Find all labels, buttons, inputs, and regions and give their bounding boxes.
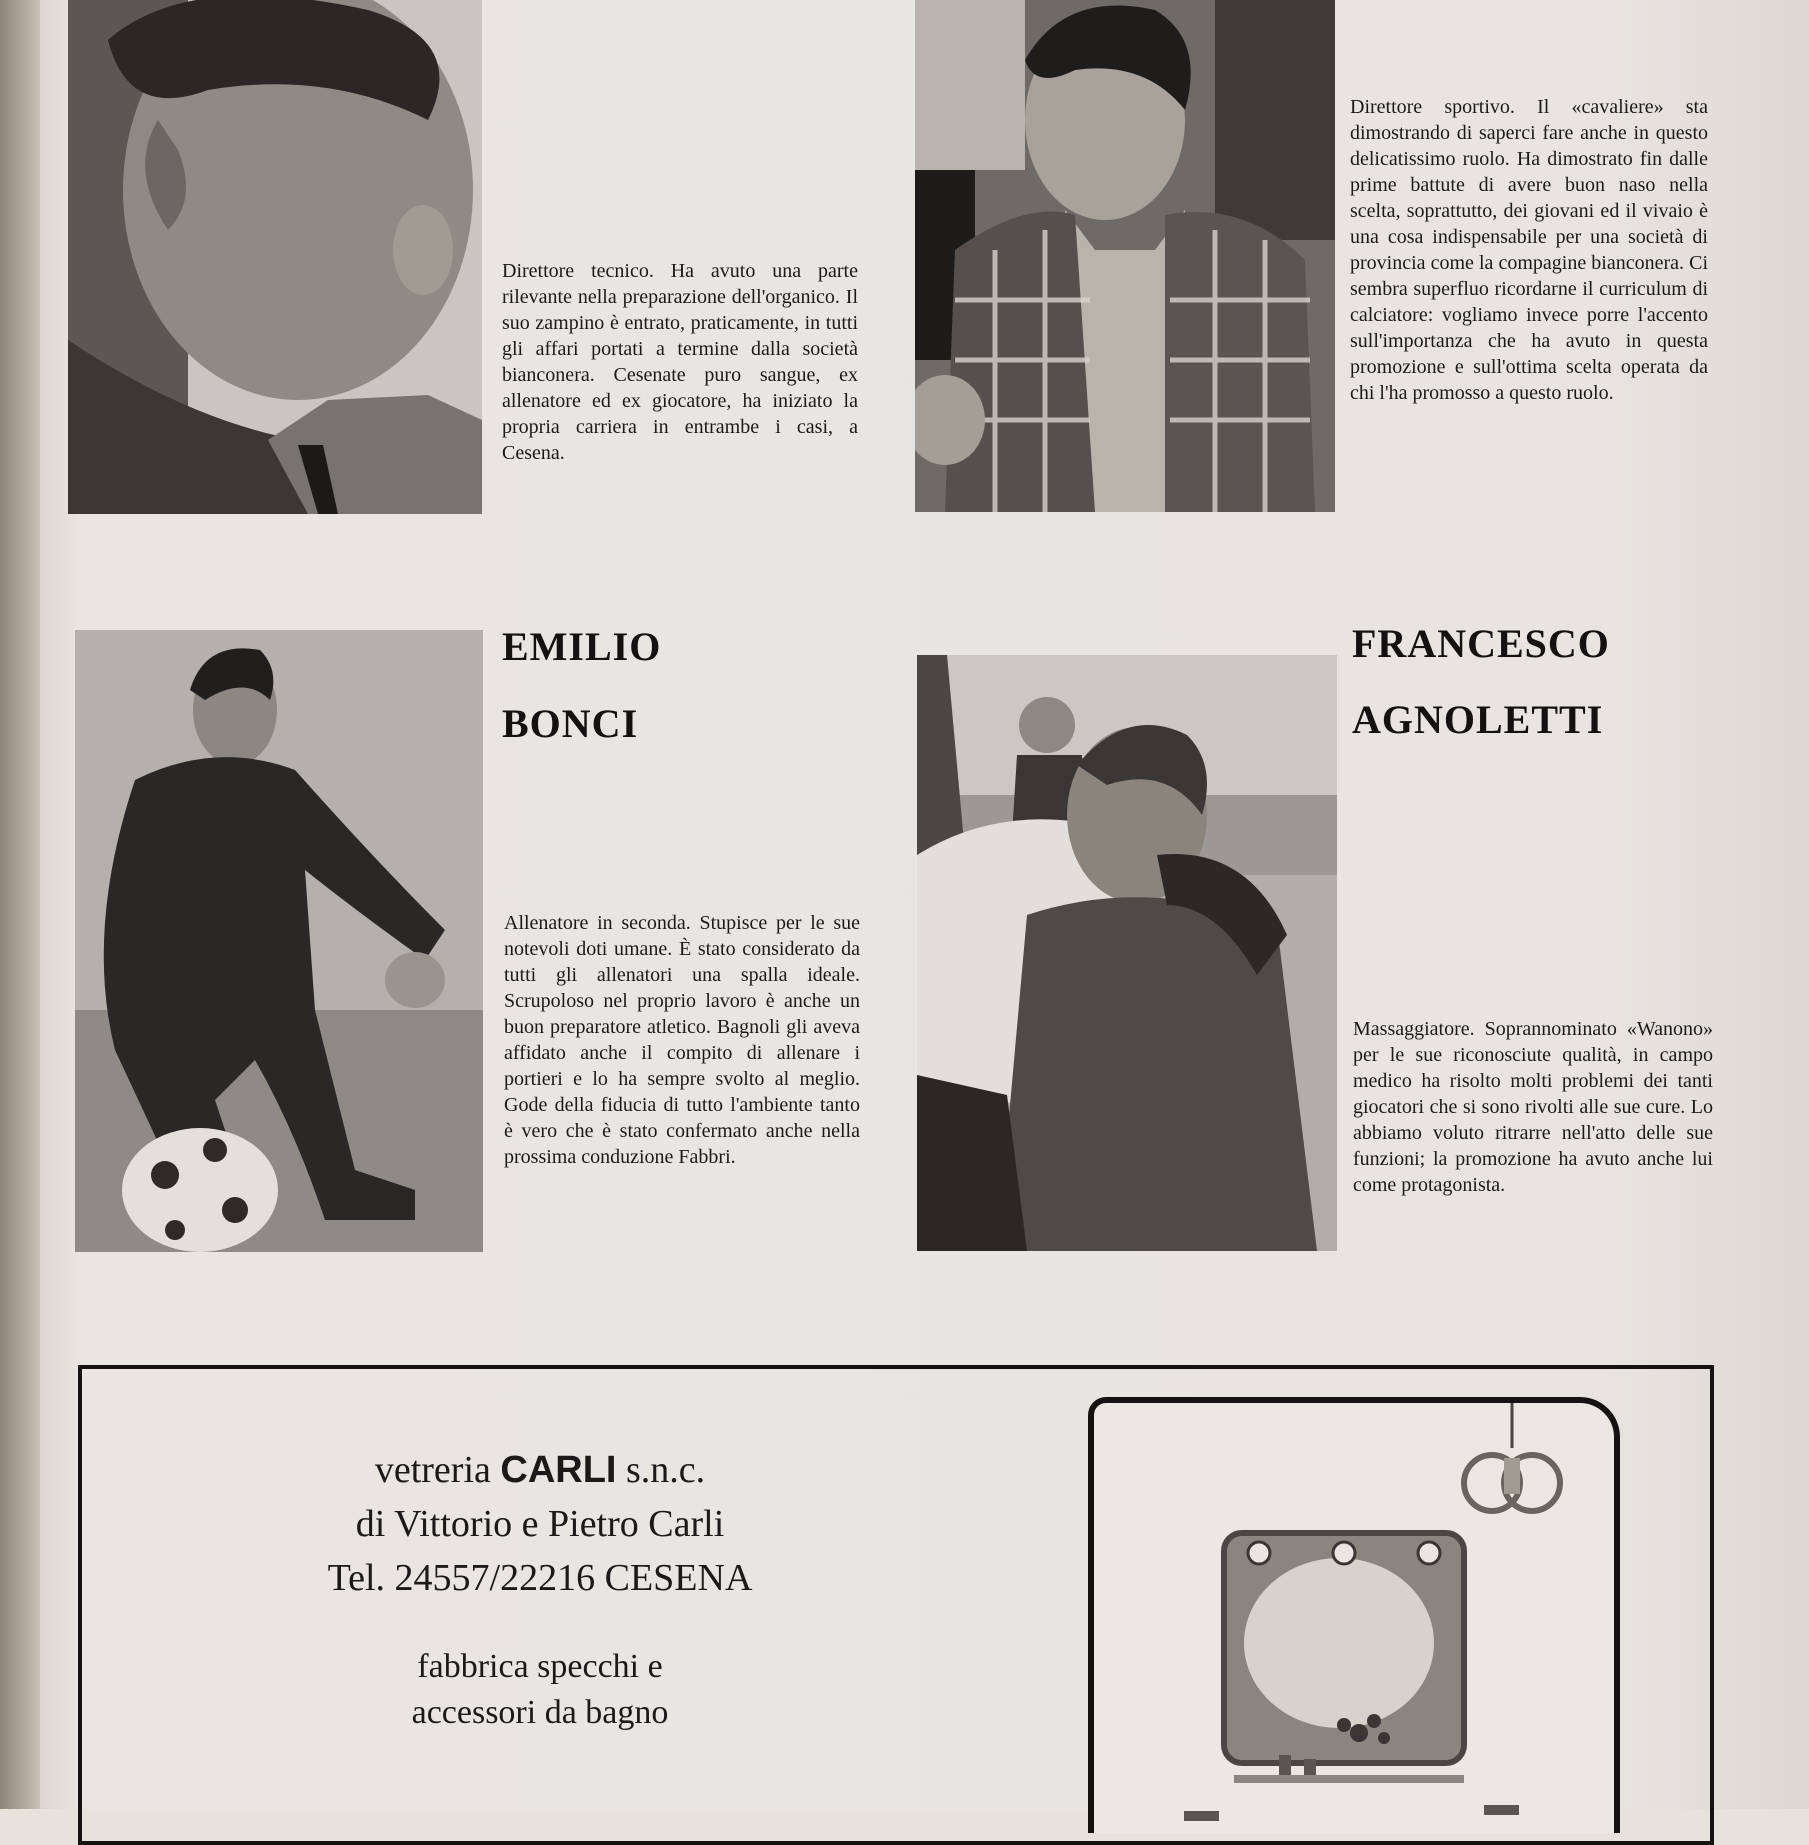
profile-name-3-line1: EMILIO bbox=[502, 624, 662, 669]
ad-illustration-frame bbox=[1088, 1397, 1620, 1833]
profile-photo-1 bbox=[68, 0, 482, 514]
profile-text-1: Direttore tecnico. Ha avuto una parte rilevante nella preparazione dell'organico. Il suo zampino è entrato, praticamente, in tutti gli affari portati a termine dalla società bianconera. Cesenate puro sangue, ex allenatore ed ex giocatore, ha iniziato la propria carriera in entrambe i casi, a Cesena. bbox=[502, 260, 858, 464]
ad-product-line-1: fabbrica specchi e bbox=[417, 1648, 663, 1685]
ad-phone-line: Tel. 24557/22216 CESENA bbox=[327, 1557, 753, 1599]
ad-brand-name: CARLI bbox=[500, 1449, 617, 1491]
profile-photo-3 bbox=[75, 630, 483, 1252]
ad-product-line-2: accessori da bagno bbox=[411, 1694, 669, 1731]
ad-company-line bbox=[180, 1448, 900, 1492]
profile-name-3-line2: BONCI bbox=[502, 701, 639, 746]
profile-name-4-line1: FRANCESCO bbox=[1352, 621, 1610, 666]
page-binding-shadow bbox=[0, 0, 40, 1809]
photo-coach-on-ball bbox=[75, 630, 483, 1252]
profile-text-4: Massaggiatore. Soprannominato «Wanono» per le sue riconosciute qualità, in campo medico ha risolto molti problemi dei tanti giocatori che si sono rivolti alle sue cure. Lo abbiamo voluto ritrarre nell'atto delle sue funzioni; la promozione ha avuto anche lui come protagonista. bbox=[1353, 1018, 1713, 1196]
photo-masseur-carrying-player bbox=[917, 655, 1337, 1251]
ad-owners-line: di Vittorio e Pietro Carli bbox=[355, 1503, 725, 1545]
profile-photo-2 bbox=[915, 0, 1335, 512]
profile-photo-4 bbox=[917, 655, 1337, 1251]
profile-text-2: Direttore sportivo. Il «cavaliere» sta dimostrando di saperci fare anche in questo delicatissimo ruolo. Ha dimostrato fin dalle prime battute di avere buon naso nella scelta, soprattutto, dei giovani ed il vivaio è una cosa indispensabile per una società di provincia come la compagine bianconera. Ci sembra superfluo ricordarne il curriculum di calciatore: vogliamo invece porre l'accento sull'importanza che ha avuto in questa promozione e sull'ottima scelta operata da chi l'ha promosso a questo ruolo. bbox=[1350, 96, 1708, 404]
portrait-photo-sports-director bbox=[915, 0, 1335, 512]
profile-text-3: Allenatore in seconda. Stupisce per le sue notevoli doti umane. È stato considerato da tutti gli allenatori una spalla ideale. Scrupoloso nel proprio lavoro è anche un buon preparatore atletico. Bagnoli gli aveva affidato anche il compito di allenare i portieri e lo ha sempre svolto al meglio. Gode della fiducia di tutto l'ambiente tanto è vero che è stato confermato anche nella prossima conduzione Fabbri. bbox=[504, 912, 860, 1168]
portrait-photo-director bbox=[68, 0, 482, 514]
ad-company-suffix: s.n.c. bbox=[616, 1449, 706, 1491]
bathroom-mirror-illustration bbox=[1094, 1403, 1614, 1833]
profile-name-4-line2: AGNOLETTI bbox=[1352, 697, 1604, 742]
ad-company-prefix: vetreria bbox=[374, 1449, 501, 1491]
